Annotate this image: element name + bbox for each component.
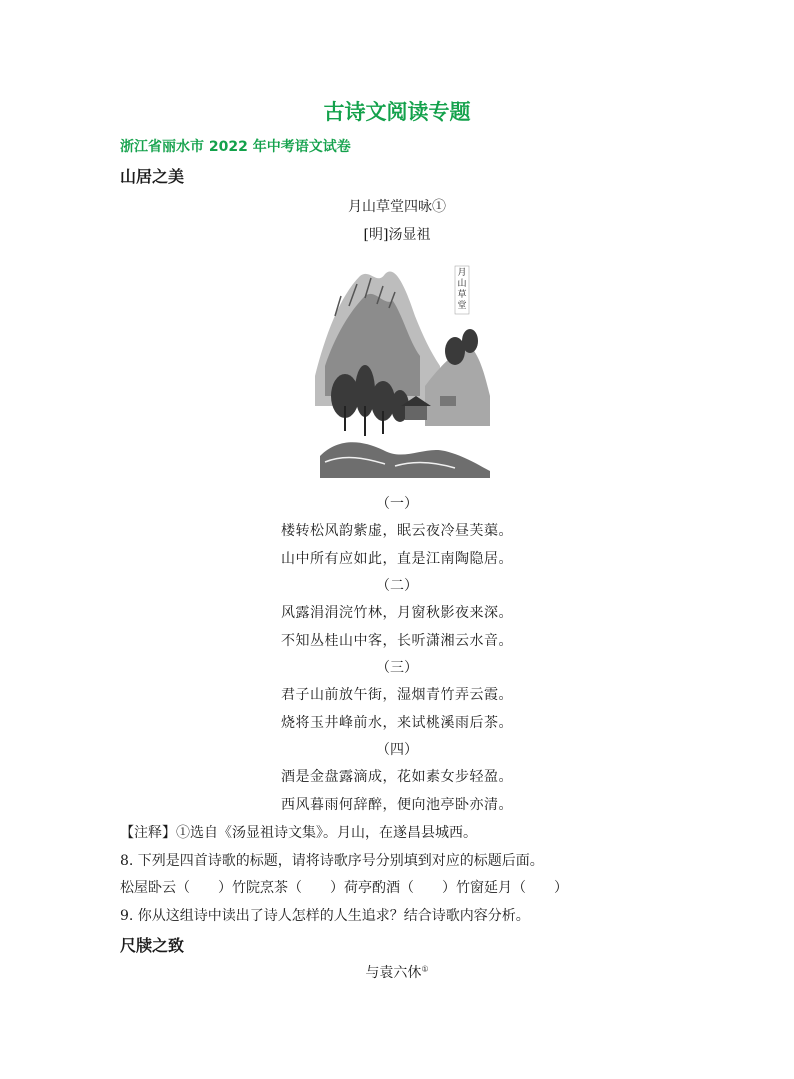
section-heading-2: 尺牍之致 (120, 936, 185, 955)
letter-title-footnote: ① (421, 964, 429, 974)
page-title: 古诗文阅读专题 (323, 100, 471, 124)
poem-2-line-1: 风露涓涓浣竹林，月窗秋影夜来深。 (281, 605, 513, 621)
question-9: 9. 你从这组诗中读出了诗人怎样的人生追求？结合诗歌内容分析。 (120, 908, 530, 924)
question-8: 8. 下列是四首诗歌的标题，请将诗歌序号分别填到对应的标题后面。 (120, 853, 544, 869)
poem-2-line-2: 不知丛桂山中客，长听潇湘云水音。 (281, 633, 513, 649)
annotation-note: 【注释】①选自《汤显祖诗文集》。月山，在遂昌县城西。 (120, 825, 477, 841)
poem-title: 月山草堂四咏① (348, 199, 446, 215)
painting-inscription: 月山草堂 (457, 268, 467, 311)
landscape-painting (305, 256, 505, 480)
exam-source: 浙江省丽水市 2022 年中考语文试卷 (120, 139, 351, 155)
poem-1-line-1: 楼转松风韵紫虚，眠云夜冷昼芙蕖。 (281, 523, 513, 539)
poem-3-number: （三） (376, 660, 418, 676)
question-8-blanks: 松屋卧云（ ）竹院烹茶（ ）荷亭酌酒（ ）竹窗延月（ ） (120, 880, 568, 896)
section-heading-1: 山居之美 (120, 167, 185, 186)
poem-4-line-2: 西风暮雨何辞醉，便向池亭卧亦清。 (281, 797, 513, 813)
poem-1-line-2: 山中所有应如此，直是江南陶隐居。 (281, 551, 513, 567)
poem-1-number: （一） (376, 496, 418, 512)
poem-3-line-2: 烧将玉井峰前水，来试桃溪雨后茶。 (281, 715, 513, 731)
letter-title-text: 与袁六休 (365, 965, 422, 981)
poem-2-number: （二） (376, 578, 418, 594)
poem-3-line-1: 君子山前放午街，湿烟青竹弄云霞。 (281, 687, 513, 703)
poem-4-number: （四） (376, 742, 418, 758)
poem-author: [明]汤显祖 (363, 227, 431, 243)
poem-4-line-1: 酒是金盘露滴成，花如素女步轻盈。 (281, 769, 513, 785)
letter-title (0, 962, 794, 982)
